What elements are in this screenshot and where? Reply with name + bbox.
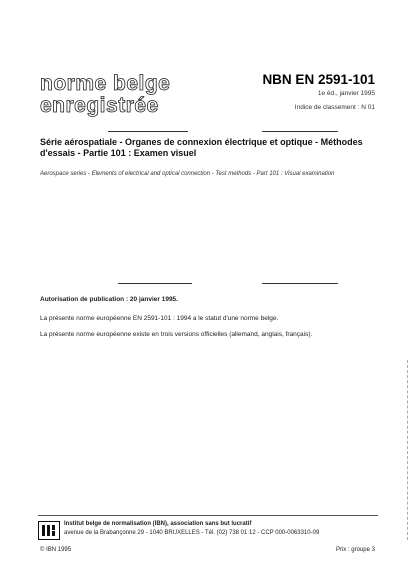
title-line-2: enregistrée	[40, 94, 159, 117]
institute-name: Institut belge de normalisation (IBN), association sans but lucratif	[64, 521, 252, 527]
french-title: Série aérospatiale - Organes de connexion électrique et optique - Méthodes d'essais - Partie 101 : Examen visuel	[40, 137, 363, 158]
footer-rule	[38, 515, 378, 516]
authorization-date: Autorisation de publication : 20 janvier 1995.	[40, 296, 178, 303]
status-paragraph: La présente norme européenne EN 2591-101 : 1994 a le statut d'une norme belge.	[40, 315, 279, 322]
top-rule-left	[108, 131, 188, 132]
edition-date: 1e éd., janvier 1995	[317, 90, 375, 97]
mid-rule-left	[118, 283, 192, 284]
standard-number: NBN EN 2591-101	[262, 72, 375, 87]
mid-rule-right	[262, 283, 338, 284]
title-line-1: norme belge	[40, 72, 171, 95]
english-title: Aerospace series - Elements of electrical and optical connection - Test methods - Part 101 : Visual examination	[40, 171, 335, 177]
copyright: © IBN 1995	[40, 547, 72, 553]
institute-address: avenue de la Brabançonne 29 - 1040 BRUXELLES - Tél. (02) 738 01 12 - CCP 000-0063310-09	[64, 530, 320, 536]
versions-paragraph: La présente norme européenne existe en trois versions officielles (allemand, anglais, français).	[40, 331, 313, 338]
price-group: Prix : groupe 3	[335, 547, 375, 553]
ibn-logo	[38, 521, 60, 540]
scan-edge-mark	[407, 360, 408, 540]
classification-index: Indice de classement : N 01	[294, 104, 375, 111]
top-rule-right	[262, 131, 338, 132]
ibn-logo-icon	[41, 524, 57, 537]
